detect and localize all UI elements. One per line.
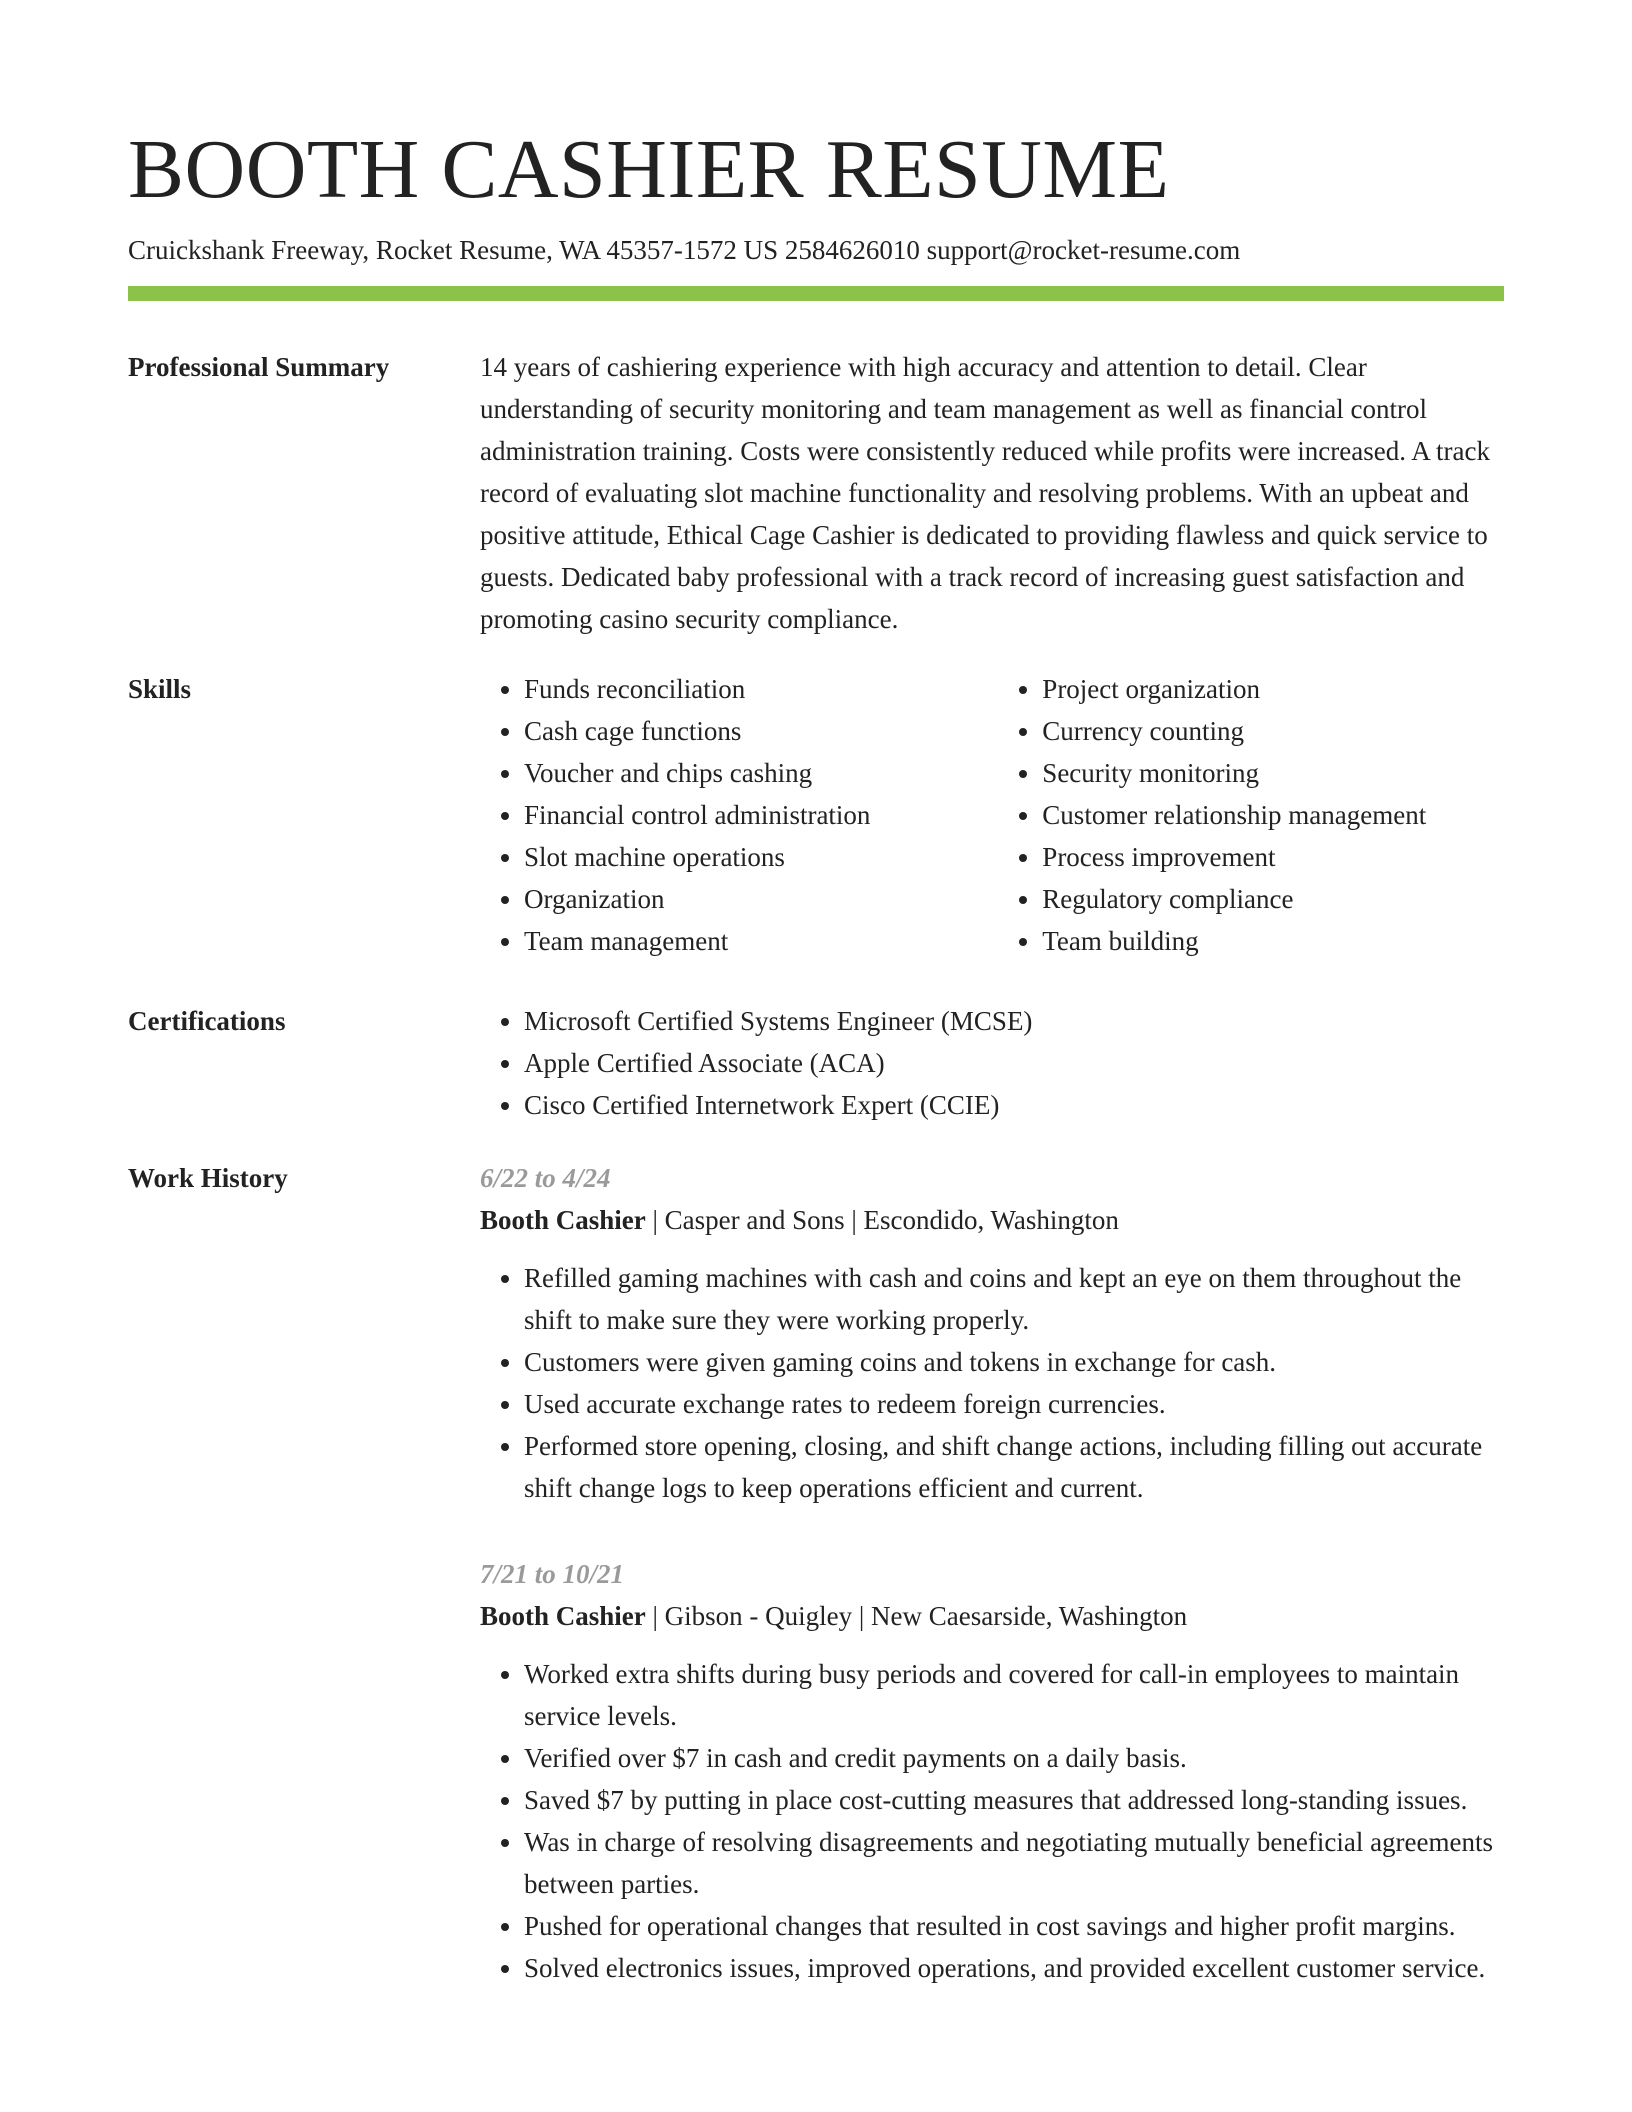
- certification-item: • Apple Certified Associate (ACA): [524, 1042, 1510, 1084]
- summary-text: 14 years of cashiering experience with high accuracy and attention to detail. Clear understanding of security monitoring and team management as well as financial control administration training. Costs were consistently reduced while profits were increased. A track record of evaluating slot machine functionality and resolving problems. With an upbeat and positive attitude, Ethical Cage Cashier is dedicated to providing flawless and quick service to guests. Dedicated baby professional with a track record of increasing guest satisfaction and promoting casino security compliance.: [480, 352, 1490, 634]
- skill-item: • Funds reconciliation: [524, 668, 954, 710]
- job-bullet: • Verified over $7 in cash and credit payments on a daily basis.: [524, 1737, 1510, 1779]
- job-bullet: • Pushed for operational changes that resulted in cost savings and higher profit margins.: [524, 1905, 1510, 1947]
- skills-list-right: [998, 668, 1510, 962]
- certifications-list: [480, 1000, 1510, 1126]
- job-title: Booth Cashier: [480, 1601, 646, 1631]
- job-bullet: • Used accurate exchange rates to redeem foreign currencies.: [524, 1383, 1510, 1425]
- section-title-skills: Skills: [128, 674, 192, 704]
- job-bullet: • Customers were given gaming coins and tokens in exchange for cash.: [524, 1341, 1510, 1383]
- skill-item: • Security monitoring: [1042, 752, 1510, 794]
- job-spacer: [480, 1509, 1510, 1553]
- header-divider: [128, 286, 1504, 301]
- certification-item: • Cisco Certified Internetwork Expert (CCIE): [524, 1084, 1510, 1126]
- resume-title: BOOTH CASHIER RESUME: [128, 123, 1170, 216]
- job-entry: [480, 1157, 1510, 1509]
- skill-item: • Organization: [524, 878, 954, 920]
- contact-address: Cruickshank Freeway, Rocket Resume, WA 45357-1572 US: [128, 235, 779, 265]
- skills-list-left: [480, 668, 954, 962]
- job-title: Booth Cashier: [480, 1205, 646, 1235]
- job-bullet: • Performed store opening, closing, and shift change actions, including filling out accurate shift change logs to keep operations efficient and current.: [524, 1425, 1510, 1509]
- skill-item: • Slot machine operations: [524, 836, 954, 878]
- job-company-location: | Casper and Sons | Escondido, Washington: [645, 1205, 1119, 1235]
- skill-item: • Team building: [1042, 920, 1510, 962]
- job-bullet: • Worked extra shifts during busy periods and covered for call-in employees to maintain service levels.: [524, 1653, 1510, 1737]
- section-title-certifications: Certifications: [128, 1006, 286, 1036]
- contact-email: support@rocket-resume.com: [926, 235, 1241, 265]
- job-bullet: • Refilled gaming machines with cash and coins and kept an eye on them throughout the shift to make sure they were working properly.: [524, 1257, 1510, 1341]
- job-dates: 6/22 to 4/24: [480, 1163, 611, 1193]
- job-bullet: • Was in charge of resolving disagreements and negotiating mutually beneficial agreements between parties.: [524, 1821, 1510, 1905]
- job-heading: [480, 1199, 1510, 1241]
- job-bullets: [480, 1257, 1510, 1509]
- section-title-work-history: Work History: [128, 1163, 288, 1193]
- section-title-summary: Professional Summary: [128, 352, 390, 382]
- contact-phone: 2584626010: [784, 235, 920, 265]
- job-entry: [480, 1553, 1510, 1989]
- certification-item: • Microsoft Certified Systems Engineer (MCSE): [524, 1000, 1510, 1042]
- skill-item: • Cash cage functions: [524, 710, 954, 752]
- job-bullet: • Solved electronics issues, improved operations, and provided excellent customer service.: [524, 1947, 1510, 1989]
- skill-item: • Financial control administration: [524, 794, 954, 836]
- skill-item: • Customer relationship management: [1042, 794, 1510, 836]
- job-heading: [480, 1595, 1510, 1637]
- skill-item: • Team management: [524, 920, 954, 962]
- skill-item: • Process improvement: [1042, 836, 1510, 878]
- job-company-location: | Gibson - Quigley | New Caesarside, Washington: [645, 1601, 1188, 1631]
- skill-item: • Project organization: [1042, 668, 1510, 710]
- contact-line: [128, 230, 1240, 270]
- skill-item: • Voucher and chips cashing: [524, 752, 954, 794]
- job-dates: 7/21 to 10/21: [480, 1559, 625, 1589]
- job-bullet: • Saved $7 by putting in place cost-cutting measures that addressed long-standing issues.: [524, 1779, 1510, 1821]
- job-bullets: [480, 1653, 1510, 1989]
- skill-item: • Regulatory compliance: [1042, 878, 1510, 920]
- skill-item: • Currency counting: [1042, 710, 1510, 752]
